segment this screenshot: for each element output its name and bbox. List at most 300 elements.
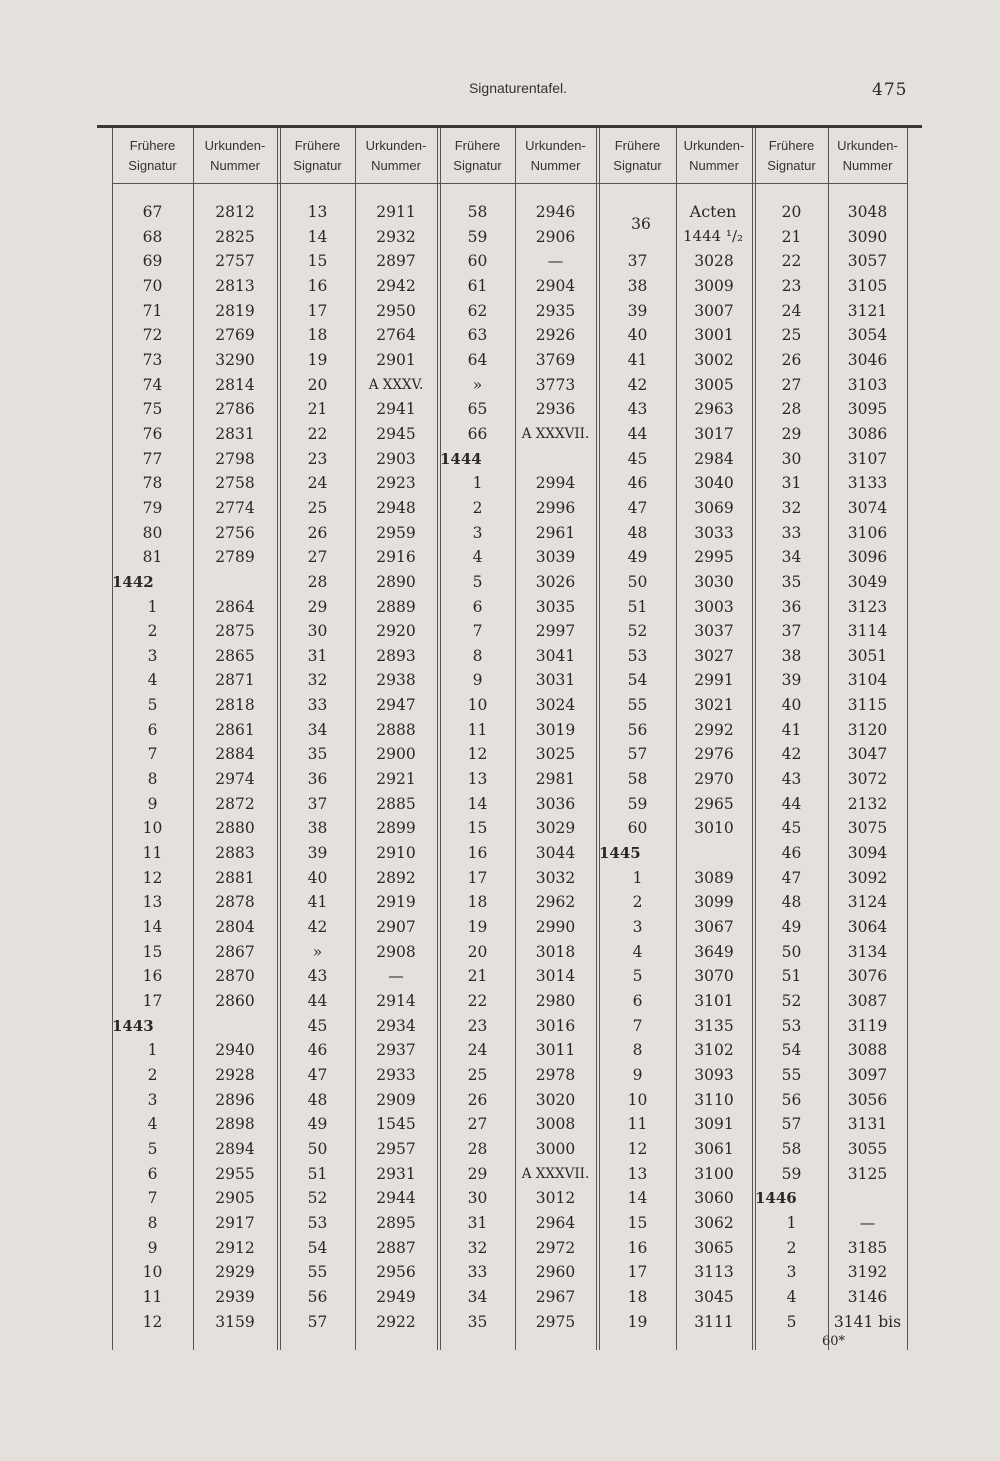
table-cell — [828, 1186, 907, 1211]
table-cell: 2890 — [376, 572, 416, 591]
table-cell: 9 — [147, 794, 158, 813]
table-cell: 3192 — [847, 1263, 888, 1282]
table-cell: 20 — [467, 942, 488, 961]
table-cell: 3 — [147, 1090, 158, 1109]
table-cell: 2970 — [694, 770, 734, 789]
table-cell: 2941 — [376, 400, 416, 419]
table-cell: 2900 — [376, 745, 416, 764]
table-cell: A XXXV. — [368, 376, 424, 393]
table-cell: 37 — [307, 794, 328, 813]
table-cell: 79 — [142, 498, 163, 517]
table-cell: 3040 — [694, 474, 734, 493]
table-cell: 46 — [307, 1041, 328, 1060]
table-cell: 3008 — [535, 1115, 576, 1134]
table-cell: 3094 — [847, 844, 888, 863]
table-cell: 10 — [142, 1263, 163, 1282]
table-cell: 47 — [307, 1065, 328, 1084]
table-cell: 2972 — [535, 1238, 576, 1257]
table-cell: 3014 — [535, 967, 576, 986]
table-cell: 70 — [142, 276, 163, 295]
table-cell: 2798 — [215, 449, 255, 468]
table-cell: 3039 — [535, 548, 576, 567]
table-cell: 3033 — [694, 523, 734, 542]
table-cell: 2916 — [376, 548, 416, 567]
table-cell: 3001 — [694, 326, 734, 345]
table-cell: 59 — [627, 794, 648, 813]
table-cell: 3100 — [694, 1164, 734, 1183]
table-cell: 78 — [142, 474, 163, 493]
table-cell: 2897 — [376, 252, 416, 271]
table-cell: 74 — [142, 375, 163, 394]
table-cell: 1 — [147, 597, 158, 616]
table-cell: 9 — [147, 1238, 158, 1257]
table-cell: 3141 bis — [833, 1312, 902, 1331]
table-cell: 2907 — [376, 918, 416, 937]
column-fruehere-signatur — [755, 200, 828, 1334]
table-cell: 3070 — [694, 967, 734, 986]
column-header: Urkunden- Nummer — [525, 138, 586, 173]
running-head: Signaturentafel. — [468, 80, 568, 96]
table-cell: 35 — [467, 1312, 488, 1331]
table-cell: 2914 — [376, 992, 416, 1010]
table-cell: 2906 — [535, 227, 576, 246]
table-cell: 2819 — [215, 301, 255, 320]
table-cell-year: 1444 — [440, 449, 482, 468]
table-cell: 2878 — [215, 893, 255, 912]
table-cell-year: 1446 — [755, 1189, 797, 1208]
table-cell: 30 — [781, 449, 802, 468]
table-cell: 2922 — [376, 1312, 416, 1331]
table-cell: 3123 — [847, 597, 888, 616]
table-cell: 2 — [632, 893, 643, 912]
table-cell: 3060 — [694, 1189, 734, 1208]
table-cell: 2758 — [215, 474, 255, 493]
table-cell: 3061 — [694, 1139, 734, 1158]
table-cell: 3005 — [694, 375, 734, 394]
table-cell: 31 — [467, 1213, 488, 1232]
table-cell: 2825 — [215, 227, 255, 246]
table-cell: 6 — [147, 1164, 158, 1183]
table-cell: 16 — [142, 967, 163, 986]
table-cell: 40 — [307, 868, 328, 887]
table-cell: 3045 — [694, 1287, 734, 1306]
table-cell: 2764 — [376, 326, 416, 345]
column-header: Frühere Signatur — [767, 138, 816, 173]
table-cell: 2818 — [215, 696, 255, 715]
table-cell: 3025 — [535, 745, 576, 764]
table-cell: 28 — [307, 572, 328, 591]
table-cell: 3097 — [847, 1065, 888, 1084]
table-cell: 2132 — [847, 794, 888, 813]
table-cell: 2893 — [376, 646, 416, 665]
table-cell: 15 — [307, 252, 328, 271]
table-cell: 58 — [781, 1139, 802, 1158]
table-cell: 22 — [307, 424, 328, 443]
table-cell: 52 — [627, 622, 648, 641]
table-cell: 3020 — [535, 1090, 576, 1109]
table-cell: 2867 — [215, 942, 255, 961]
table-cell: 33 — [467, 1263, 488, 1282]
table-cell: 2813 — [215, 276, 255, 295]
table-cell: 49 — [307, 1115, 328, 1134]
table-cell: 27 — [781, 375, 802, 394]
table-cell: — — [547, 252, 564, 271]
table-cell: 2895 — [376, 1213, 416, 1232]
table-cell: 5 — [632, 967, 643, 986]
table-cell: 32 — [307, 671, 328, 690]
table-cell: 3030 — [694, 572, 734, 591]
table-cell: 2871 — [215, 671, 255, 690]
table-cell: 2935 — [535, 301, 576, 320]
column-urkunden-nummer — [193, 200, 277, 1334]
table-cell: 3091 — [694, 1115, 734, 1134]
table-cell: 18 — [307, 326, 328, 345]
table-cell: 2912 — [215, 1238, 255, 1257]
table-cell: 3290 — [215, 350, 255, 369]
table-cell: 2933 — [376, 1065, 416, 1084]
table-cell: 3101 — [694, 992, 734, 1010]
table-cell: 35 — [307, 745, 328, 764]
column-header: Frühere Signatur — [293, 138, 342, 173]
table-cell: 81 — [142, 548, 163, 567]
table-cell: 50 — [307, 1139, 328, 1158]
table-cell: 3131 — [847, 1115, 888, 1134]
column-fruehere-signatur — [280, 200, 355, 1334]
table-cell: 54 — [627, 671, 648, 690]
table-cell: 58 — [627, 770, 648, 789]
table-cell: 3055 — [847, 1139, 888, 1158]
table-cell: 45 — [307, 1016, 328, 1035]
table-cell: 48 — [627, 523, 648, 542]
table-cell: 3649 — [694, 942, 734, 961]
table-cell: 2769 — [215, 326, 255, 345]
table-cell: 2757 — [215, 252, 255, 271]
table-cell: 2936 — [535, 400, 576, 419]
table-cell: 10 — [467, 696, 488, 715]
table-cell: 7 — [147, 745, 158, 764]
table-cell: 17 — [467, 868, 488, 887]
table-cell: 21 — [467, 967, 488, 986]
table-cell: — — [388, 967, 404, 986]
table-cell: 2944 — [376, 1189, 416, 1208]
table-cell: 37 — [781, 622, 802, 641]
table-cell: 2774 — [215, 498, 255, 517]
table-cell: 3102 — [694, 1041, 734, 1060]
table-cell: 23 — [781, 276, 802, 295]
table-cell: 3049 — [847, 572, 888, 591]
table-cell: 45 — [627, 449, 648, 468]
table-cell: 3119 — [847, 1016, 888, 1035]
table-cell: 37 — [627, 252, 648, 271]
table-cell: 3104 — [847, 671, 888, 690]
table-cell: 41 — [307, 893, 328, 912]
table-cell: 30 — [307, 622, 328, 641]
table-cell: 2889 — [376, 597, 416, 616]
table-cell: 3036 — [535, 794, 576, 813]
table-cell: 12 — [627, 1139, 648, 1158]
table-cell: 72 — [142, 326, 163, 345]
table-cell: 3105 — [847, 276, 888, 295]
table-cell: 57 — [781, 1115, 802, 1134]
table-cell: 3089 — [694, 868, 734, 887]
table-cell: 48 — [307, 1090, 328, 1109]
table-cell: 2919 — [376, 893, 416, 912]
table-cell: 19 — [307, 350, 328, 369]
table-cell: 54 — [307, 1238, 328, 1257]
table-cell: 2997 — [535, 622, 576, 641]
table-cell: 11 — [142, 1287, 163, 1306]
table-cell: 39 — [781, 671, 802, 690]
table-cell: 52 — [307, 1189, 328, 1208]
table-cell: 1 — [786, 1213, 797, 1232]
table-cell: 3185 — [847, 1238, 888, 1257]
table-cell: 13 — [307, 203, 328, 221]
table-cell: 80 — [142, 523, 163, 542]
column-header: Urkunden- Nummer — [683, 138, 745, 173]
table-cell: 3087 — [847, 992, 888, 1010]
table-cell: 2947 — [376, 696, 416, 715]
table-cell: 69 — [142, 252, 163, 271]
table-cell: 41 — [781, 720, 802, 739]
table-cell: 2905 — [215, 1189, 255, 1208]
table-cell: 3009 — [694, 276, 734, 295]
table-cell: 3095 — [847, 400, 888, 419]
table-cell: 22 — [781, 252, 802, 271]
table-cell: 3037 — [694, 622, 734, 641]
table-cell: 68 — [142, 227, 163, 246]
table-cell: 59 — [781, 1164, 802, 1183]
table-cell: 50 — [781, 942, 802, 961]
table-cell: 3 — [632, 918, 643, 937]
table-cell: 8 — [632, 1041, 643, 1060]
table-cell: 3048 — [847, 203, 888, 221]
table-cell: 28 — [467, 1139, 488, 1158]
column-urkunden-nummer — [676, 200, 752, 1334]
table-cell: 42 — [307, 918, 328, 937]
table-cell: 8 — [147, 1213, 158, 1232]
table-cell: 14 — [467, 794, 488, 813]
table-cell: 6 — [147, 720, 158, 739]
column-divider-double — [437, 128, 438, 1350]
table-cell: 2960 — [535, 1263, 576, 1282]
table-cell: 22 — [467, 992, 488, 1010]
table-cell: 3032 — [535, 868, 576, 887]
table-cell: 3096 — [847, 548, 888, 567]
table-cell: 2903 — [376, 449, 416, 468]
table-cell: 44 — [627, 424, 648, 443]
table-cell: 9 — [632, 1065, 643, 1084]
table-cell: 1 — [147, 1041, 158, 1060]
table-cell: 2909 — [376, 1090, 416, 1109]
table-cell: 2884 — [215, 745, 255, 764]
table-cell: 2940 — [215, 1041, 255, 1060]
table-cell: 11 — [142, 844, 163, 863]
table-cell: 64 — [467, 350, 488, 369]
table-cell: 29 — [467, 1164, 488, 1183]
column-urkunden-nummer — [515, 200, 596, 1334]
table-cell: 2963 — [694, 400, 734, 419]
table-cell: 2934 — [376, 1016, 416, 1035]
table-cell: 38 — [781, 646, 802, 665]
table-cell: 33 — [781, 523, 802, 542]
table-cell: 2865 — [215, 646, 255, 665]
table-cell: 3012 — [535, 1189, 576, 1208]
table-cell: 48 — [781, 893, 802, 912]
table-cell: » — [472, 375, 483, 394]
column-fruehere-signatur — [112, 200, 193, 1334]
table-cell: 2965 — [694, 794, 734, 813]
table-cell: 62 — [467, 301, 488, 320]
table-cell: » — [312, 942, 323, 961]
table-cell: 15 — [467, 819, 488, 838]
table-cell: 2 — [147, 622, 158, 641]
table-cell: 49 — [627, 548, 648, 567]
table-cell: 2911 — [376, 203, 416, 221]
table-cell-year: 1443 — [112, 1016, 154, 1035]
table-cell: 2967 — [535, 1287, 576, 1306]
table-cell: 2920 — [376, 622, 416, 641]
table-cell: 3773 — [535, 375, 576, 394]
table-cell: 2872 — [215, 794, 255, 813]
table-cell: 30 — [467, 1189, 488, 1208]
table-cell: 63 — [467, 326, 488, 345]
table-cell: 3133 — [847, 474, 888, 493]
table-cell: 36 — [307, 770, 328, 789]
table-cell: 2931 — [376, 1164, 416, 1183]
table-cell: 3051 — [847, 646, 888, 665]
table-cell: 15 — [142, 942, 163, 961]
table-cell: 16 — [467, 844, 488, 863]
table-cell: 36 — [781, 597, 802, 616]
table-cell: 40 — [627, 326, 648, 345]
table-cell: 2942 — [376, 276, 416, 295]
table-cell: 3047 — [847, 745, 888, 764]
table-cell: 16 — [627, 1238, 648, 1257]
table-cell: 50 — [627, 572, 648, 591]
table-cell: 53 — [307, 1213, 328, 1232]
table-cell: 2789 — [215, 548, 255, 567]
table-cell: 6 — [472, 597, 483, 616]
table-cell: 2861 — [215, 720, 255, 739]
table-cell: 2980 — [535, 992, 576, 1010]
table-cell: 58 — [467, 203, 488, 221]
table-cell: 11 — [467, 720, 488, 739]
table-cell: 42 — [781, 745, 802, 764]
table-cell: 2896 — [215, 1090, 255, 1109]
table-cell: 4 — [632, 942, 643, 961]
table-cell: 27 — [467, 1115, 488, 1134]
table-cell: 57 — [307, 1312, 328, 1331]
table-cell: 2995 — [694, 548, 734, 567]
table-cell: 3002 — [694, 350, 734, 369]
table-cell: 2955 — [215, 1164, 255, 1183]
table-cell: 3067 — [694, 918, 734, 937]
table-cell: 3135 — [694, 1016, 734, 1035]
table-cell: 3121 — [847, 301, 888, 320]
table-cell: 13 — [467, 770, 488, 789]
table-cell: 2994 — [535, 474, 576, 493]
table-cell: 51 — [307, 1164, 328, 1183]
table-cell: 25 — [781, 326, 802, 345]
column-urkunden-nummer — [828, 200, 907, 1334]
table-cell: 2950 — [376, 301, 416, 320]
table-cell: 32 — [467, 1238, 488, 1257]
table-cell: 24 — [781, 301, 802, 320]
table-cell: 3027 — [694, 646, 734, 665]
table-cell: 12 — [142, 868, 163, 887]
table-cell: 57 — [627, 745, 648, 764]
column-header: Frühere Signatur — [128, 138, 177, 173]
table-cell: 2812 — [215, 203, 255, 221]
table-cell: 3044 — [535, 844, 576, 863]
table-cell: 17 — [307, 301, 328, 320]
table-cell: 2904 — [535, 276, 576, 295]
table-cell: 51 — [627, 597, 648, 616]
table-cell: 26 — [307, 523, 328, 542]
table-cell: 3106 — [847, 523, 888, 542]
table-cell: 3065 — [694, 1238, 734, 1257]
table-cell: 2961 — [535, 523, 576, 542]
table-cell: 3017 — [694, 424, 734, 443]
table-cell: 3018 — [535, 942, 576, 961]
table-cell: 2870 — [215, 967, 255, 986]
table-cell: 2892 — [376, 868, 416, 887]
table-cell-signatur: 36 — [631, 215, 651, 233]
table-cell: 21 — [307, 400, 328, 419]
table-cell: 3103 — [847, 375, 888, 394]
column-header: Urkunden- Nummer — [204, 138, 266, 173]
table-cell: 56 — [781, 1090, 802, 1109]
table-cell: 2981 — [535, 770, 576, 789]
column-header: Urkunden- Nummer — [365, 138, 427, 173]
table-cell: 3076 — [847, 967, 888, 986]
table-cell: 5 — [147, 1139, 158, 1158]
table-cell: 3115 — [847, 696, 888, 715]
table-cell: 3146 — [847, 1287, 888, 1306]
table-cell: 3092 — [847, 868, 888, 887]
table-cell: 2804 — [215, 918, 255, 937]
table-cell: 13 — [142, 893, 163, 912]
table-cell: 2928 — [215, 1065, 255, 1084]
table-cell: 2901 — [376, 350, 416, 369]
table-cell: 21 — [781, 227, 802, 246]
table-cell: 43 — [627, 400, 648, 419]
table-cell: 47 — [781, 868, 802, 887]
table-cell: 77 — [142, 449, 163, 468]
table-cell: 4 — [786, 1287, 797, 1306]
table-cell: 5 — [472, 572, 483, 591]
table-cell: 3003 — [694, 597, 734, 616]
column-header: Frühere Signatur — [613, 138, 662, 173]
column-header: Urkunden- Nummer — [837, 138, 898, 173]
table-cell: 2814 — [215, 375, 255, 394]
table-cell: 12 — [467, 745, 488, 764]
table-cell: 2939 — [215, 1287, 255, 1306]
column-divider-double — [752, 128, 753, 1350]
table-cell: 27 — [307, 548, 328, 567]
table-cell: 10 — [142, 819, 163, 838]
table-cell: 3019 — [535, 720, 576, 739]
table-cell: 55 — [781, 1065, 802, 1084]
table-cell: 2956 — [376, 1263, 416, 1282]
table-cell: 14 — [307, 227, 328, 246]
table-cell: 3134 — [847, 942, 888, 961]
table-cell: 34 — [307, 720, 328, 739]
table-cell: 2938 — [376, 671, 416, 690]
table-cell: 56 — [627, 720, 648, 739]
sheet-signature-mark: 60* — [822, 1334, 846, 1349]
table-cell: 2831 — [215, 424, 255, 443]
